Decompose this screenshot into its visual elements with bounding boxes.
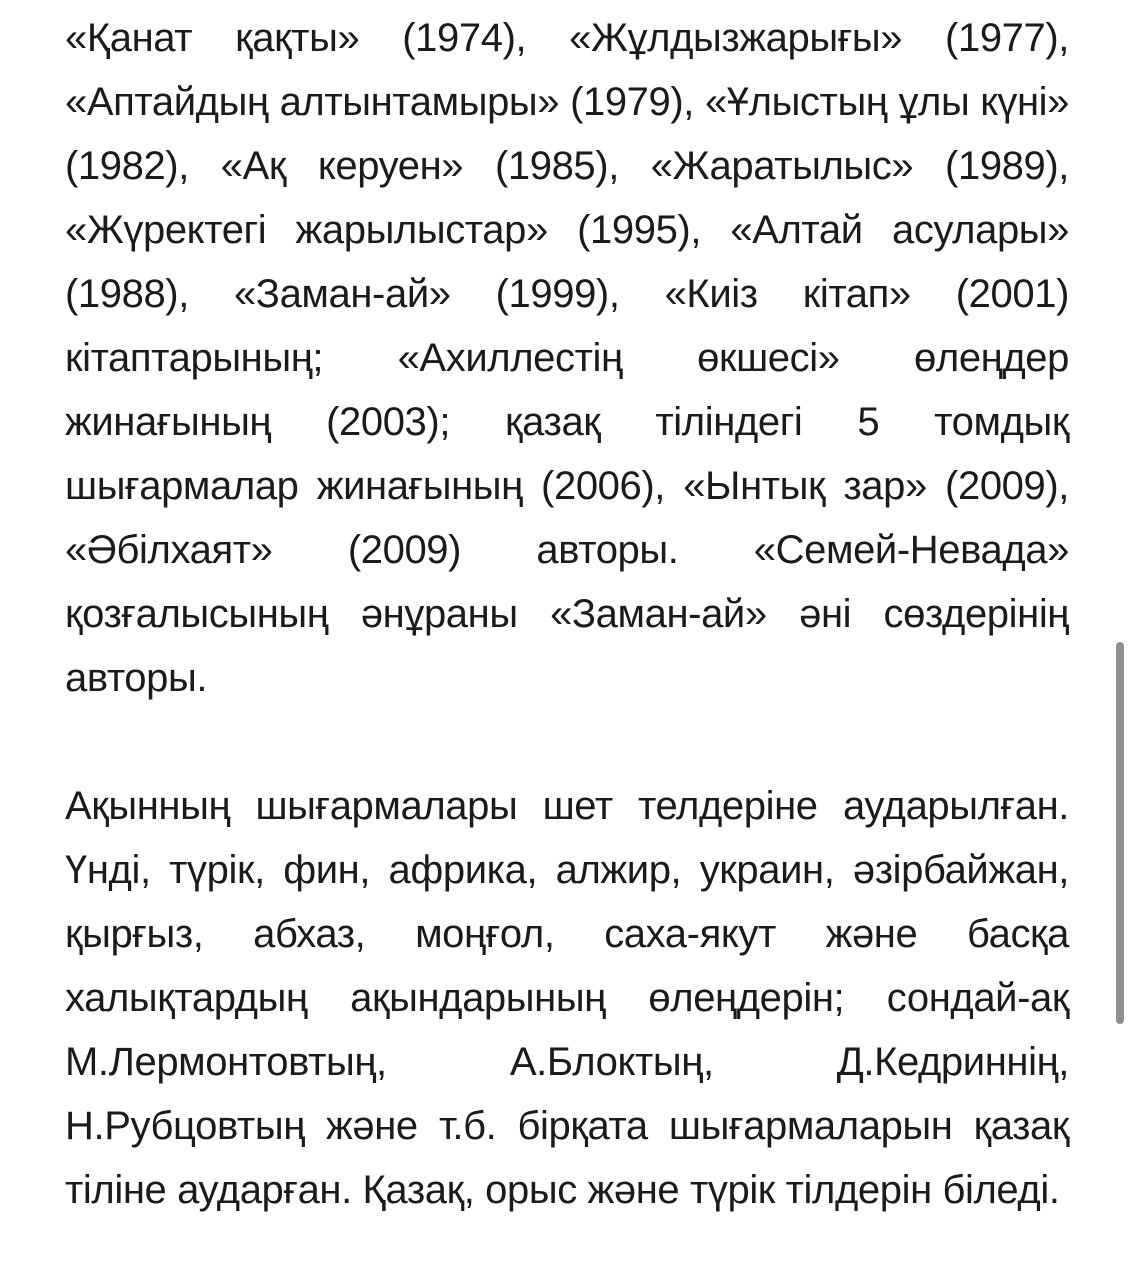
article-body bbox=[65, 6, 1069, 1222]
vertical-scrollbar[interactable] bbox=[1116, 642, 1124, 1024]
paragraph-translations: Ақынның шығармалары шет телдеріне аударылған. Үнді, түрік, фин, африка, алжир, украин, әзірбайжан, қырғыз, абхаз, моңғол, саха-якут және басқа халықтардың ақындарының өлеңдерін; сондай-ақ М.Лермонтовтың, А.Блоктың, Д.Кедриннің, Н.Рубцовтың және т.б. бірқата шығармаларын қазақ тіліне аударған. Қазақ, орыс және түрік тілдерін біледі. bbox=[65, 784, 1069, 1212]
paragraph-bibliography: «Қанат қақты» (1974), «Жұлдызжарығы» (1977), «Аптайдың алтынтамыры» (1979), «Ұлыстың ұлы күні» (1982), «Ақ керуен» (1985), «Жаратылыс» (1989), «Жүректегі жарылыстар» (1995), «Алтай асулары» (1988), «Заман-ай» (1999), «Киіз кітап» (2001) кітаптарының; «Ахиллестің өкшесі» өлеңдер жинағының (2003); қазақ тіліндегі 5 томдық шығармалар жинағының (2006), «Ынтық зар» (2009), «Әбілхаят» (2009) авторы. «Семей-Невада» қозғалысының әнұраны «Заман-ай» әні сөздерінің авторы. bbox=[65, 16, 1069, 700]
